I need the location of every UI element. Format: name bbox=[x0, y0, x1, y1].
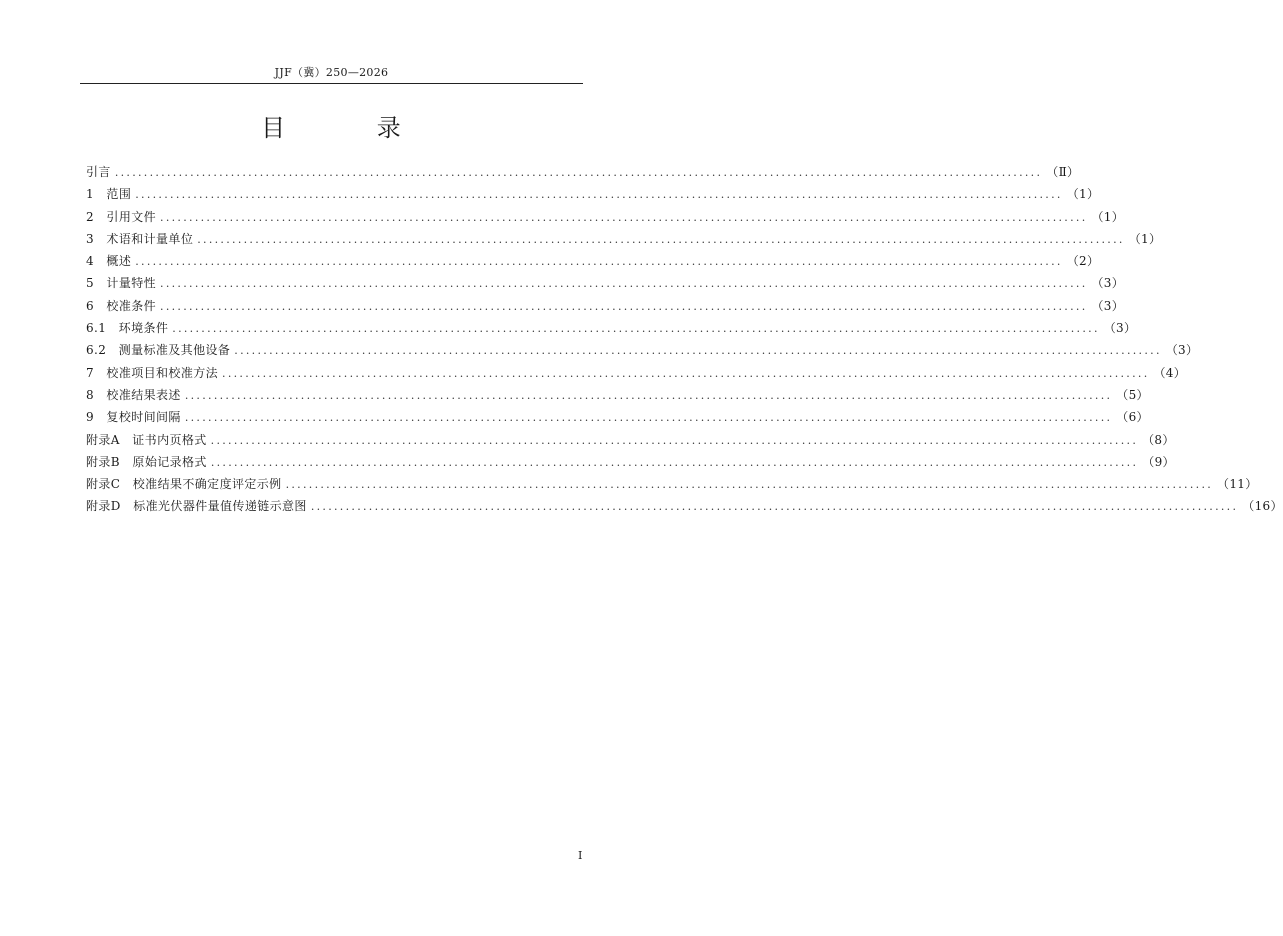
dot-leader: ................................................................................................................................................................ bbox=[184, 411, 1113, 425]
toc-entry-label: 1 范围 bbox=[86, 187, 132, 202]
toc-entry-label: 附录C 校准结果不确定度评定示例 bbox=[86, 477, 282, 492]
toc-entry[interactable] bbox=[86, 230, 1162, 252]
dot-leader: ................................................................................................................................................................ bbox=[135, 255, 1063, 269]
toc-entry[interactable] bbox=[86, 185, 1100, 207]
toc-entry-page: （2） bbox=[1066, 254, 1100, 269]
toc-entry[interactable] bbox=[86, 319, 1137, 341]
dot-leader: ................................................................................................................................................................ bbox=[160, 277, 1088, 291]
toc-entry-label: 附录B 原始记录格式 bbox=[86, 454, 207, 469]
dot-leader: ................................................................................................................................................................ bbox=[210, 433, 1139, 447]
toc-entry-page: （1） bbox=[1091, 209, 1125, 224]
toc-entry[interactable] bbox=[86, 297, 1125, 319]
toc-entry-page: （3） bbox=[1165, 343, 1199, 358]
toc-entry-page: （4） bbox=[1153, 365, 1187, 380]
dot-leader: ................................................................................................................................................................ bbox=[197, 232, 1125, 246]
page-title: 目 录 bbox=[261, 114, 443, 142]
toc-entry-label: 引言 bbox=[86, 165, 111, 179]
toc-entry-label: 6.1 环境条件 bbox=[86, 321, 169, 336]
dot-leader: ................................................................................................................................................................ bbox=[172, 322, 1100, 336]
toc-entry-page: （6） bbox=[1116, 410, 1149, 425]
toc-entry-label: 2 引用文件 bbox=[86, 209, 157, 224]
toc-entry-label: 8 校准结果表述 bbox=[86, 387, 181, 402]
header-divider bbox=[80, 83, 583, 84]
dot-leader: ................................................................................................................................................................ bbox=[222, 366, 1150, 380]
toc-entry[interactable] bbox=[86, 274, 1125, 296]
dot-leader: ................................................................................................................................................................ bbox=[160, 210, 1088, 224]
toc-entry-label: 3 术语和计量单位 bbox=[86, 231, 194, 246]
toc-entry[interactable] bbox=[86, 208, 1125, 230]
dot-leader: ................................................................................................................................................................ bbox=[210, 455, 1139, 469]
dot-leader: ................................................................................................................................................................ bbox=[160, 299, 1088, 313]
dot-leader: ................................................................................................................................................................ bbox=[135, 188, 1063, 202]
toc-entry-label: 6.2 测量标准及其他设备 bbox=[86, 343, 231, 358]
toc-entry-page: （Ⅱ） bbox=[1046, 165, 1080, 179]
toc-entry-page: （11） bbox=[1217, 477, 1258, 492]
dot-leader: ................................................................................................................................................................ bbox=[285, 478, 1214, 492]
toc-entry-label: 附录A 证书内页格式 bbox=[86, 432, 207, 447]
toc-entry[interactable] bbox=[86, 364, 1187, 386]
dot-leader: ................................................................................................................................................................ bbox=[310, 500, 1239, 514]
dot-leader: ................................................................................................................................................................ bbox=[114, 166, 1043, 179]
toc-entry-label: 5 计量特性 bbox=[86, 276, 157, 291]
toc-entry[interactable] bbox=[86, 408, 1149, 430]
table-of-contents bbox=[86, 163, 1283, 520]
document-code-header: JJF（冀）250—2026 bbox=[274, 66, 389, 79]
dot-leader: ................................................................................................................................................................ bbox=[234, 344, 1162, 358]
toc-entry-page: （3） bbox=[1091, 276, 1125, 291]
toc-entry-label: 4 概述 bbox=[86, 254, 132, 269]
toc-entry-label: 6 校准条件 bbox=[86, 298, 157, 313]
toc-entry-page: （8） bbox=[1142, 432, 1175, 447]
toc-entry-page: （1） bbox=[1066, 187, 1100, 202]
page-number: I bbox=[578, 849, 583, 862]
toc-entry-page: （1） bbox=[1128, 231, 1162, 246]
toc-entry-label: 9 复校时间间隔 bbox=[86, 410, 181, 425]
toc-entry-label: 7 校准项目和校准方法 bbox=[86, 365, 219, 380]
dot-leader: ................................................................................................................................................................ bbox=[184, 388, 1113, 402]
toc-entry-page: （9） bbox=[1142, 454, 1175, 469]
toc-entry[interactable] bbox=[86, 475, 1258, 497]
toc-entry[interactable] bbox=[86, 386, 1149, 408]
toc-entry-page: （5） bbox=[1116, 387, 1149, 402]
toc-entry[interactable] bbox=[86, 341, 1199, 363]
toc-entry-page: （16） bbox=[1242, 499, 1283, 514]
toc-entry[interactable] bbox=[86, 431, 1175, 453]
toc-entry-page: （3） bbox=[1103, 321, 1137, 336]
toc-entry[interactable] bbox=[86, 163, 1080, 185]
toc-entry[interactable] bbox=[86, 453, 1175, 475]
toc-entry[interactable] bbox=[86, 497, 1283, 519]
toc-entry-page: （3） bbox=[1091, 298, 1125, 313]
toc-entry-label: 附录D 标准光伏器件量值传递链示意图 bbox=[86, 499, 307, 514]
toc-entry[interactable] bbox=[86, 252, 1100, 274]
